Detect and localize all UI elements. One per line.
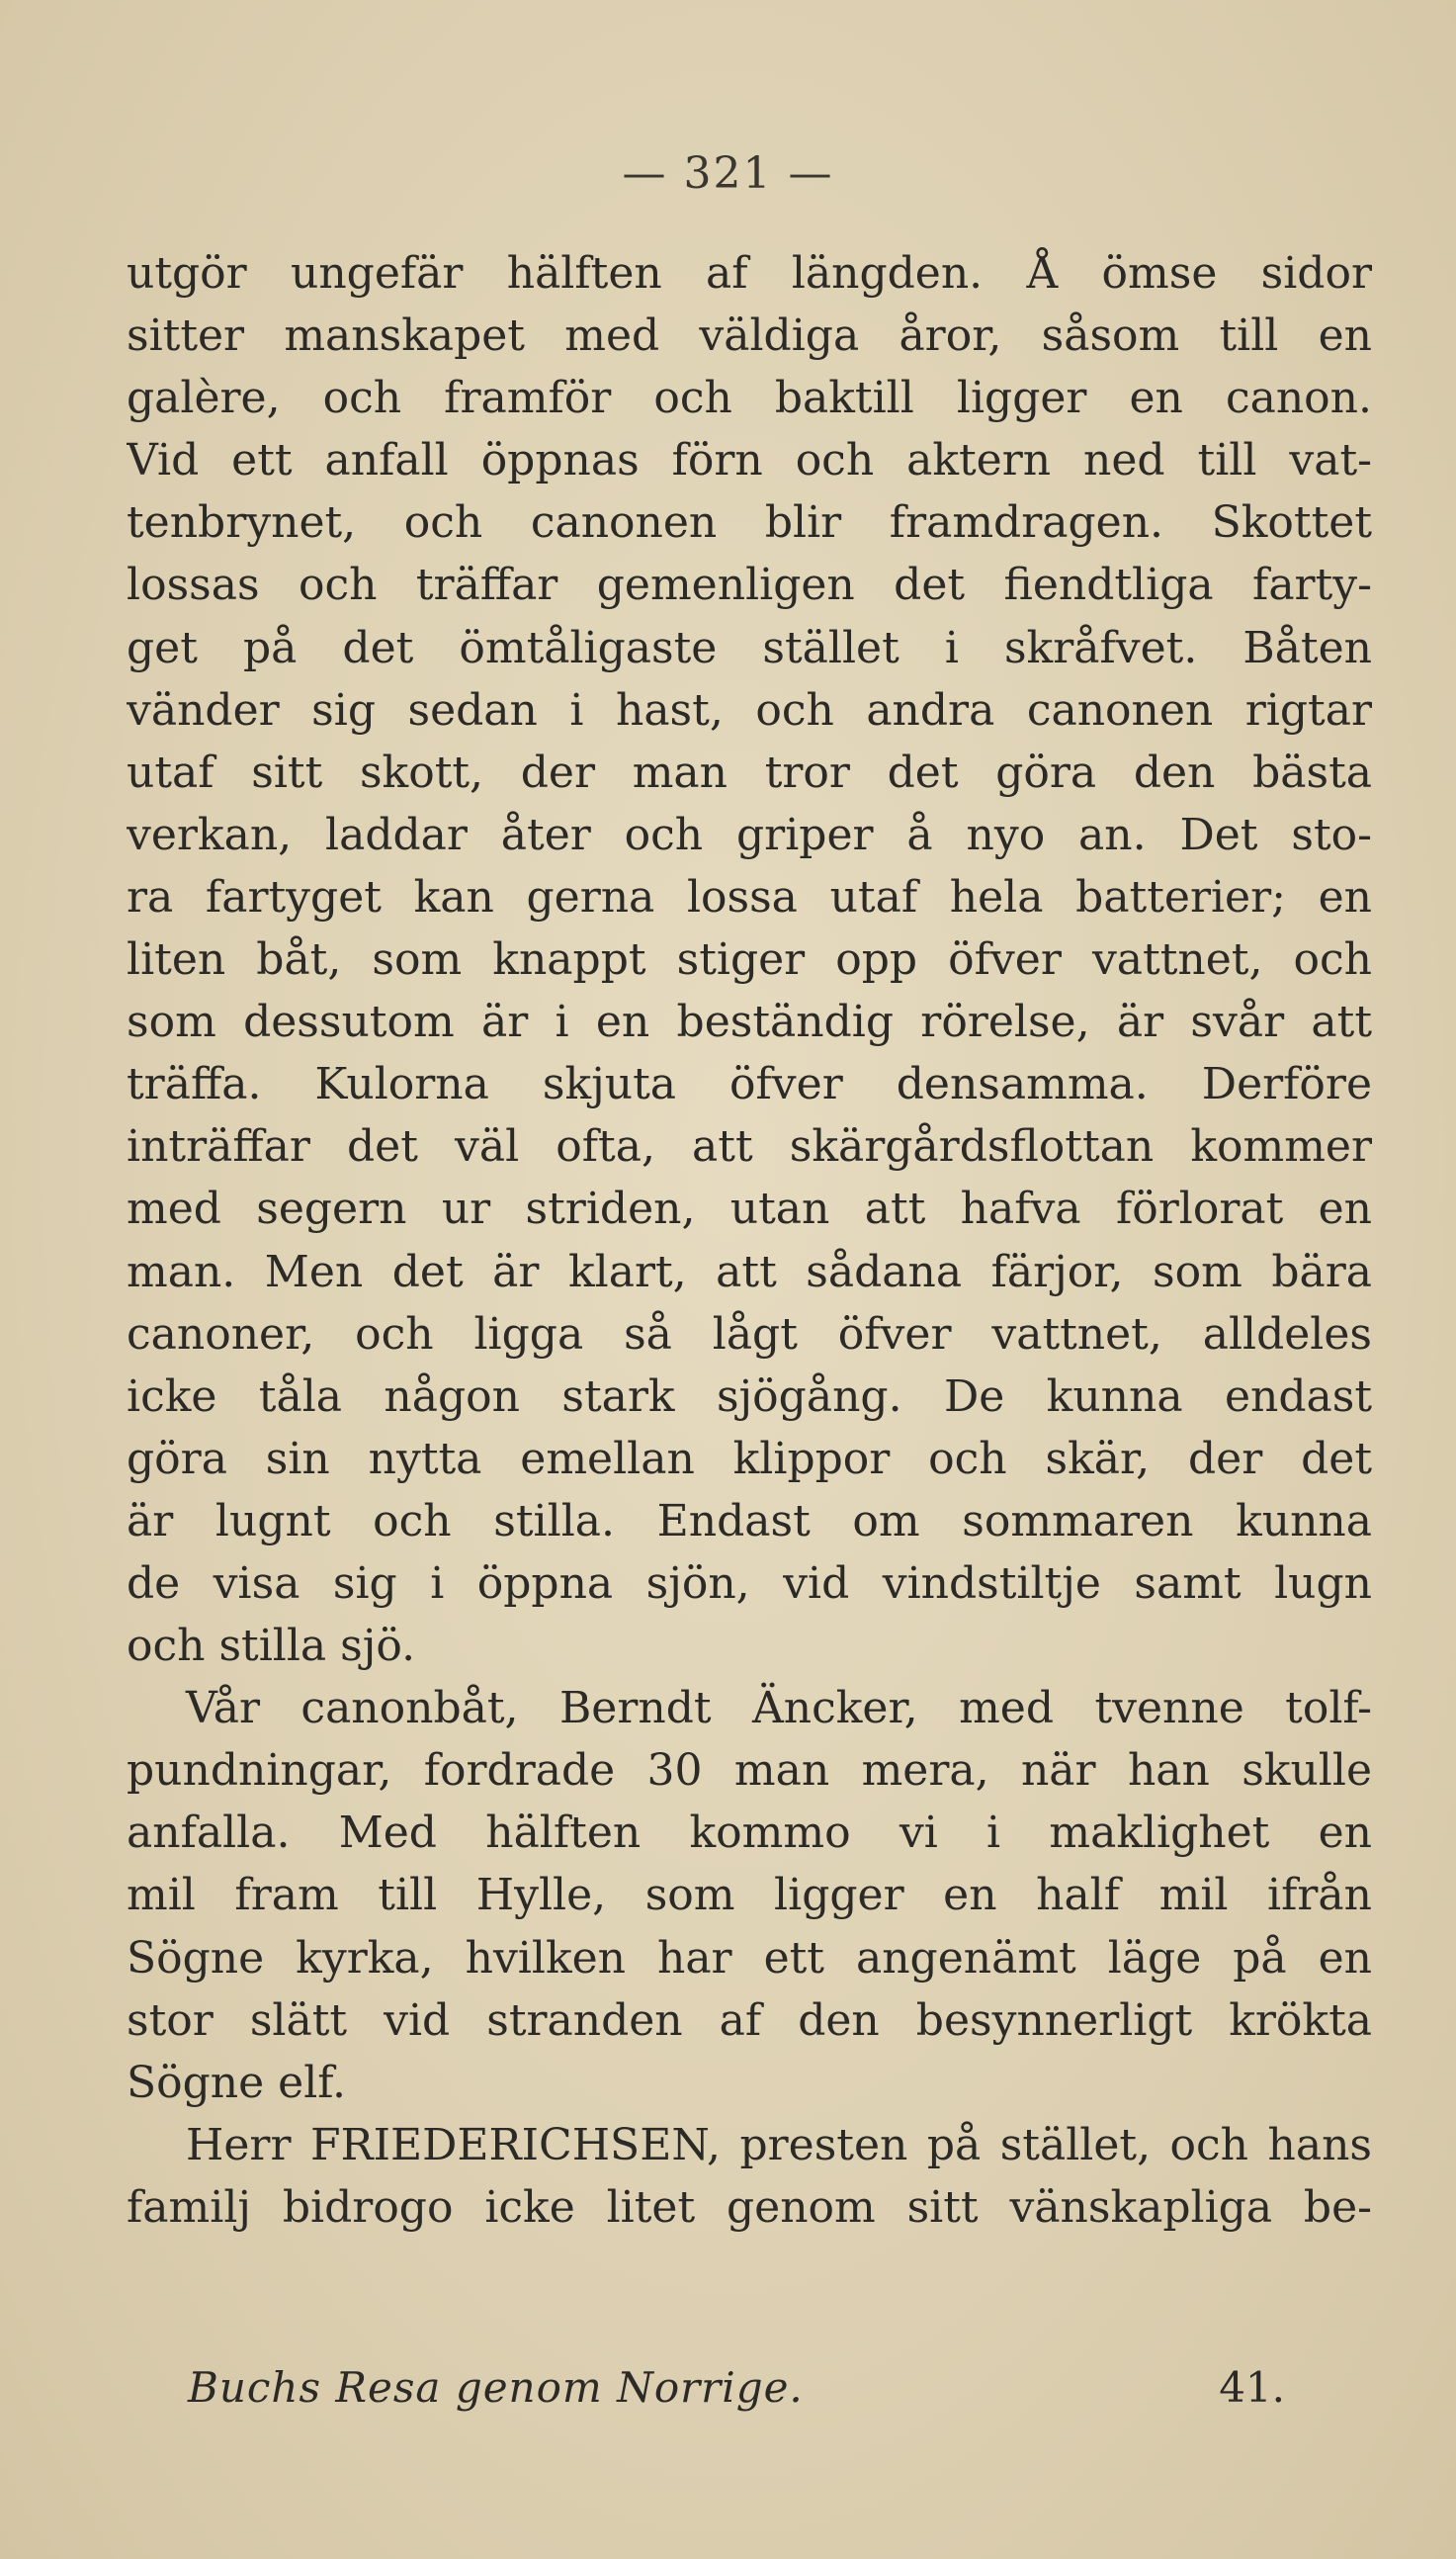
printer-signature: Buchs Resa genom Norrige. bbox=[188, 2363, 804, 2412]
text-line: är lugnt och stilla. Endast om sommaren kunna bbox=[127, 1495, 1372, 1546]
page-footer bbox=[188, 2363, 1285, 2423]
text-line: Vår canonbåt, Berndt Äncker, med tvenne tolf- bbox=[186, 1683, 1372, 1734]
text-line: galère, och framför och baktill ligger en canon. bbox=[127, 373, 1372, 424]
text-line: man. Men det är klart, att sådana färjor, som bära bbox=[127, 1246, 1372, 1297]
text-line: träffa. Kulorna skjuta öfver densamma. Derföre bbox=[127, 1059, 1372, 1110]
text-line: utaf sitt skott, der man tror det göra den bästa bbox=[127, 747, 1372, 798]
text-line: get på det ömtåligaste stället i skråfvet. Båten bbox=[127, 622, 1372, 673]
text-line: tenbrynet, och canonen blir framdragen. Skottet bbox=[127, 497, 1372, 549]
text-line: med segern ur striden, utan att hafva förlorat en bbox=[127, 1184, 1372, 1235]
text-line: Herr FRIEDERICHSEN, presten på stället, och hans bbox=[186, 2119, 1372, 2170]
text-line: mil fram till Hylle, som ligger en half mil ifrån bbox=[127, 1870, 1372, 1921]
text-line: liten båt, som knappt stiger opp öfver vattnet, och bbox=[127, 934, 1372, 986]
text-line: Sögne elf. bbox=[127, 2057, 346, 2108]
text-line: anfalla. Med hälften kommo vi i maklighet en bbox=[127, 1808, 1372, 1859]
text-line: de visa sig i öppna sjön, vid vindstiltje samt lugn bbox=[127, 1557, 1372, 1609]
text-line: verkan, laddar åter och griper å nyo an. Det sto- bbox=[127, 809, 1372, 860]
text-line: göra sin nytta emellan klippor och skär, der det bbox=[127, 1433, 1372, 1484]
text-line: Vid ett anfall öppnas förn och aktern ned till vat- bbox=[127, 435, 1372, 486]
text-line: utgör ungefär hälften af längden. Å ömse sidor bbox=[127, 248, 1372, 299]
text-line: vänder sig sedan i hast, och andra canonen rigtar bbox=[127, 684, 1372, 736]
text-line: stor slätt vid stranden af den besynnerligt krökta bbox=[127, 1994, 1372, 2046]
text-line: sitter manskapet med väldiga åror, såsom till en bbox=[127, 310, 1372, 362]
text-line: familj bidrogo icke litet genom sitt vänskapliga be- bbox=[127, 2181, 1372, 2233]
text-line: pundningar, fordrade 30 man mera, när han skulle bbox=[127, 1745, 1372, 1797]
page-number: — 321 — bbox=[622, 148, 834, 199]
text-line: och stilla sjö. bbox=[127, 1621, 416, 1672]
text-line: Sögne kyrka, hvilken har ett angenämt läge på en bbox=[127, 1932, 1372, 1984]
sheet-mark: 41. bbox=[1219, 2363, 1285, 2412]
text-line: canoner, och ligga så lågt öfver vattnet, alldeles bbox=[127, 1308, 1372, 1360]
text-line: lossas och träffar gemenligen det fiendtliga farty- bbox=[127, 560, 1372, 611]
text-line: som dessutom är i en beständig rörelse, är svår att bbox=[127, 997, 1372, 1048]
text-line: icke tåla någon stark sjögång. De kunna endast bbox=[127, 1370, 1372, 1422]
text-line: ra fartyget kan gerna lossa utaf hela batterier; en bbox=[127, 871, 1372, 923]
body-text bbox=[127, 242, 1372, 2239]
text-line: inträffar det väl ofta, att skärgårdsflottan kommer bbox=[127, 1121, 1372, 1173]
